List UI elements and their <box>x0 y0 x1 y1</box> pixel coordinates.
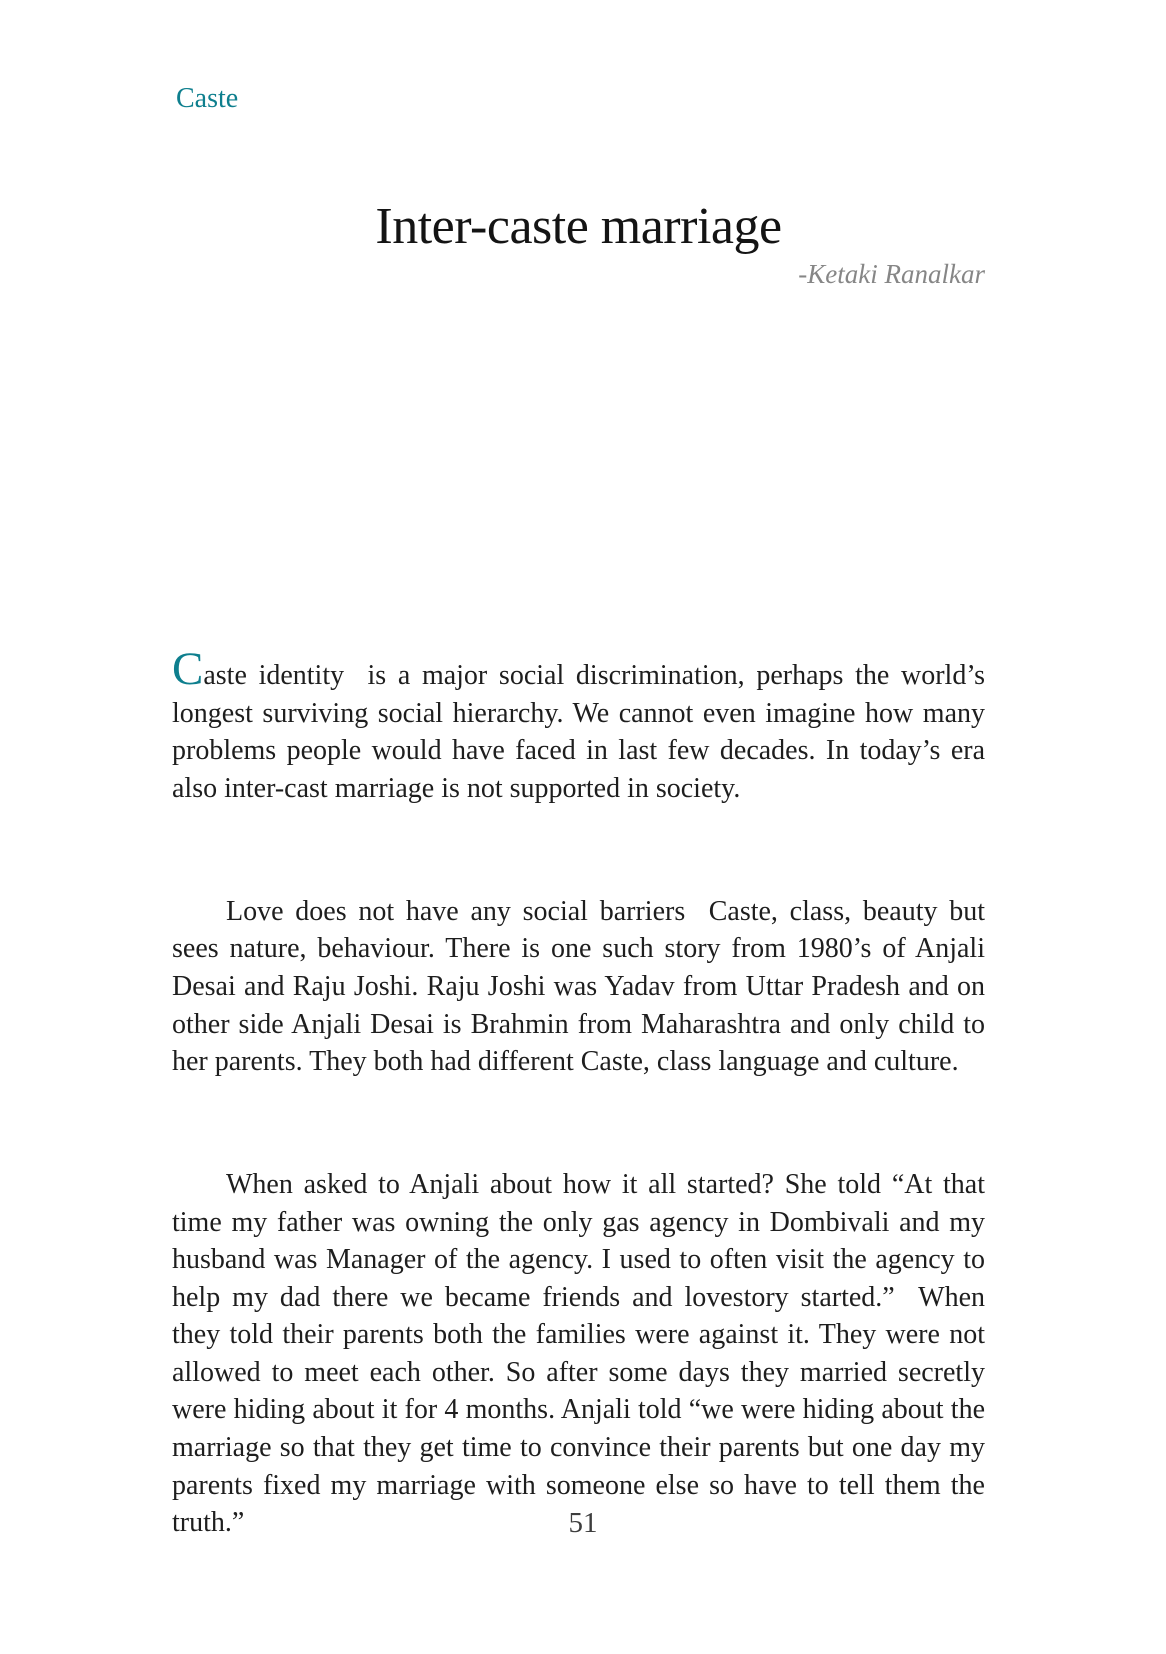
initial-letter: C <box>172 643 204 696</box>
paragraph-2: Love does not have any social barriers Caste, class, beauty but sees nature, behaviour. There is one such story from 1980’s of Anjali Desai and Raju Joshi. Raju Joshi was Yadav from Uttar Pradesh and on other side Anjali Desai is Brahmin from Maharashtra and only child to her parents. They both had different Caste, class language and culture. <box>172 895 992 1078</box>
running-header <box>176 82 238 116</box>
article-body <box>172 576 992 1627</box>
paragraph-1-text: aste identity is a major social discrimination, perhaps the world’s longest surviving social hierarchy. We cannot even imagine how many problems people would have faced in last few decades. In today’s era also inter-cast marriage is not supported in society. <box>172 660 992 804</box>
article-author: -Ketaki Ranalkar <box>798 259 985 289</box>
page-number: 51 <box>568 1507 598 1539</box>
title-block <box>172 198 985 290</box>
paragraph-1 <box>172 643 992 807</box>
article-title: Inter-caste marriage <box>375 198 782 255</box>
running-header-label: Caste <box>176 83 239 114</box>
paragraph-3: When asked to Anjali about how it all started? She told “At that time my father was owning the only gas agency in Dombivali and my husband was Manager of the agency. I used to often visit the agency to help my dad there we became friends and lovestory started.” When they told their parents both the families were against it. They were not allowed to meet each other. So after some days they married secretly were hiding about it for 4 months. Anjali told “we were hiding about the marriage so that they get time to convince their parents but one day my parents fixed my marriage with someone else so have to tell them the truth.” <box>172 1168 992 1539</box>
